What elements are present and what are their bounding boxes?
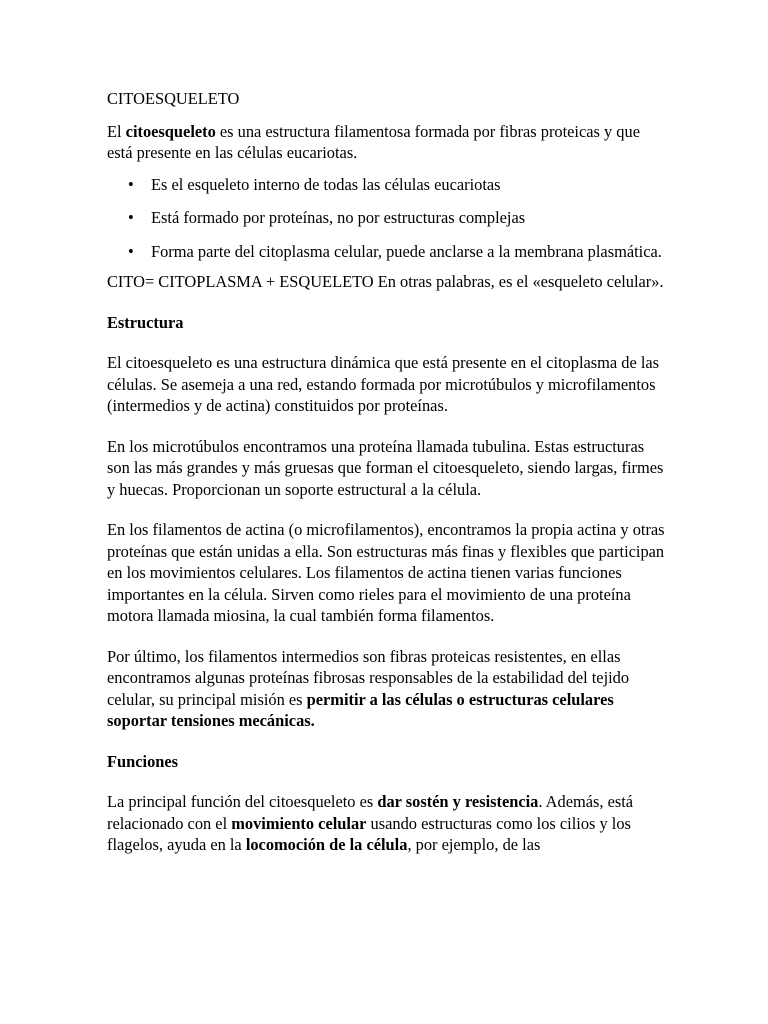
funciones-text-3: usando estructuras como los cilios y los flagelos, ayuda en la (107, 813, 631, 854)
funciones-paragraph (107, 791, 667, 856)
intro-paragraph (107, 121, 667, 164)
cito-definition-paragraph: CITO= CITOPLASMA + ESQUELETO En otras palabras, es el «esqueleto celular». (107, 272, 664, 291)
intro-text-end: es una estructura filamentosa formada por fibras proteicas y que está presente en las células eucariotas. (107, 121, 640, 162)
document-page (107, 88, 667, 856)
list-item-text: Está formado por proteínas, no por estructuras complejas (151, 208, 526, 227)
estructura-paragraph-4-bold: permitir a las células o estructuras celulares soportar tensiones mecánicas. (107, 689, 614, 730)
bullet-icon: • (128, 174, 134, 194)
funciones-text-2: . Además, está relacionado con el (107, 792, 634, 833)
bullet-list (107, 174, 667, 263)
funciones-bold-2: movimiento celular (231, 813, 367, 833)
bullet-icon: • (128, 241, 134, 261)
estructura-paragraph-3: En los filamentos de actina (o microfilamentos), encontramos la propia actina y otras proteínas que están unidas a ella. Son estructuras más finas y flexibles que participan en los movimientos celulares. Los filamentos de actina tienen varias funciones importantes en la célula. Sirven como rieles para el movimiento de una proteína motora llamada miosina, la cual también forma filamentos. (107, 520, 665, 625)
funciones-bold-3: locomoción de la célula (245, 835, 408, 854)
intro-bold-term: citoesqueleto (125, 121, 216, 141)
funciones-bold-1: dar sostén y resistencia (377, 792, 539, 811)
estructura-paragraph-2: En los microtúbulos encontramos una proteína llamada tubulina. Estas estructuras son las más grandes y más gruesas que forman el citoesqueleto, siendo largas, firmes y huecas. Proporcionan un soporte estructural a la célula. (107, 436, 664, 499)
estructura-paragraph-4 (107, 646, 667, 732)
document-title: CITOESQUELETO (107, 89, 240, 108)
estructura-paragraph-4-text: Por último, los filamentos intermedios son fibras proteicas resistentes, en ellas encontramos algunas proteínas fibrosas responsables de la estabilidad del tejido celular, su principal misión es (107, 646, 630, 709)
funciones-text-4: , por ejemplo, de las (407, 835, 541, 854)
intro-text-start: El (107, 121, 126, 141)
list-item (107, 241, 667, 263)
section-heading-funciones: Funciones (107, 751, 179, 771)
section-heading-estructura: Estructura (107, 312, 184, 332)
estructura-paragraph-1: El citoesqueleto es una estructura dinámica que está presente en el citoplasma de las células. Se asemeja a una red, estando formada por microtúbulos y microfilamentos (intermedios y de actina) constituidos por proteínas. (107, 353, 660, 415)
bullet-icon: • (128, 208, 134, 227)
funciones-text-1: La principal función del citoesqueleto es (107, 792, 378, 811)
list-item (107, 174, 667, 196)
list-item-text: Es el esqueleto interno de todas las células eucariotas (151, 174, 501, 194)
list-item (107, 207, 667, 229)
list-item-text: Forma parte del citoplasma celular, puede anclarse a la membrana plasmática. (151, 241, 662, 261)
